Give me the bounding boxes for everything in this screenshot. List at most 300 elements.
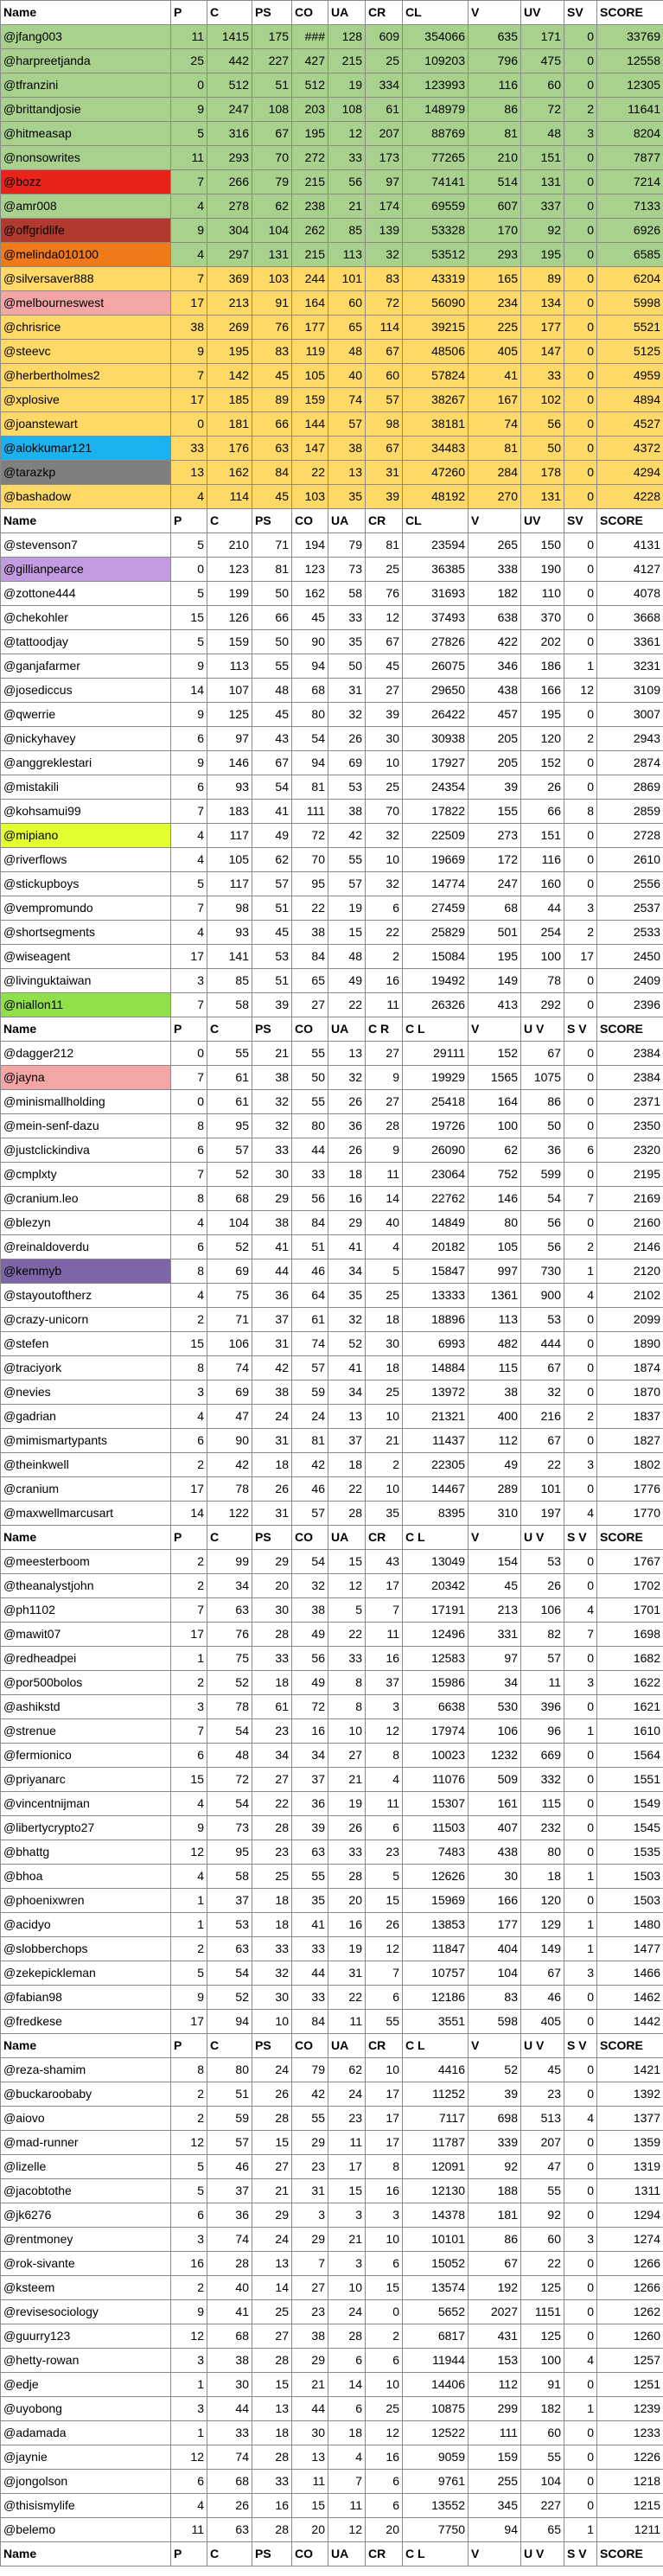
cr-cell: 11 [366,993,403,1017]
cr-cell: 76 [366,582,403,606]
c-cell: 123 [207,558,252,582]
v-cell: 205 [469,751,521,775]
name-cell: @wiseagent [1,945,171,969]
name-cell: @buckaroobaby [1,2082,171,2107]
score-cell: 11641 [597,98,663,122]
cr-cell: 30 [366,727,403,751]
ps-cell: 21 [252,2179,292,2203]
score-header: SCORE [597,2542,663,2566]
name-cell: @harpreetjanda [1,49,171,73]
p-cell: 38 [171,316,207,340]
uv-cell: 254 [521,921,564,945]
p-cell: 4 [171,1865,207,1889]
uv-cell: 100 [521,945,564,969]
co-cell: 36 [292,1792,328,1816]
c-cell: 269 [207,316,252,340]
sv-cell: 0 [564,1114,597,1138]
sv-cell: 0 [564,775,597,800]
cl-cell: 19669 [403,848,469,872]
c-cell: 122 [207,1502,252,1526]
p-cell: 9 [171,98,207,122]
sv-cell: 0 [564,2203,597,2228]
table-row [1,606,663,630]
sv-cell: 0 [564,2276,597,2300]
v-cell: 234 [469,291,521,316]
sv-cell: 0 [564,2010,597,2034]
cl-cell: 27826 [403,630,469,654]
cl-cell: 36385 [403,558,469,582]
co-cell: 70 [292,848,328,872]
v-cell: 405 [469,340,521,364]
header-row [1,1526,663,1550]
cr-cell: 8 [366,1744,403,1768]
table-row [1,1259,663,1284]
score-cell: 1503 [597,1889,663,1913]
score-cell: 2556 [597,872,663,896]
cr-cell: 25 [366,558,403,582]
cl-cell: 11437 [403,1429,469,1453]
table-row [1,1114,663,1138]
c-cell: 195 [207,340,252,364]
uv-cell: 202 [521,630,564,654]
c-cell: 37 [207,1889,252,1913]
cr-cell: 174 [366,194,403,219]
uv-cell: 134 [521,291,564,316]
ps-cell: 131 [252,243,292,267]
sv-cell: 0 [564,316,597,340]
co-cell: 80 [292,1114,328,1138]
score-cell: 3109 [597,679,663,703]
co-cell: 64 [292,1284,328,1308]
uv-cell: 56 [521,1235,564,1259]
cl-cell: 15307 [403,1792,469,1816]
ps-cell: 55 [252,654,292,679]
cr-cell: 32 [366,872,403,896]
c-cell: 37 [207,2179,252,2203]
cr-cell: 12 [366,606,403,630]
c-cell: 293 [207,146,252,170]
uv-header: U V [521,2034,564,2058]
table-row [1,73,663,98]
name-cell: @jayna [1,1066,171,1090]
c-cell: 52 [207,1163,252,1187]
p-cell: 0 [171,558,207,582]
uv-cell: 195 [521,703,564,727]
ua-cell: 24 [328,2082,366,2107]
name-cell: @amr008 [1,194,171,219]
v-cell: 407 [469,1816,521,1840]
cl-cell: 56090 [403,291,469,316]
name-cell: @revisesociology [1,2300,171,2324]
v-cell: 92 [469,2155,521,2179]
score-cell: 2450 [597,945,663,969]
p-cell: 4 [171,1405,207,1429]
cr-cell: 12 [366,2421,403,2445]
ua-cell: 15 [328,921,366,945]
v-cell: 113 [469,1308,521,1332]
cr-cell: 15 [366,2276,403,2300]
table-row [1,2397,663,2421]
p-cell: 6 [171,1138,207,1163]
p-cell: 4 [171,921,207,945]
score-cell: 3668 [597,606,663,630]
cl-cell: 12626 [403,1865,469,1889]
c-header: C [207,2034,252,2058]
v-cell: 1361 [469,1284,521,1308]
cr-cell: 37 [366,1671,403,1695]
co-cell: 427 [292,49,328,73]
cl-cell: 10757 [403,1961,469,1986]
v-cell: 177 [469,1913,521,1937]
cl-cell: 53328 [403,219,469,243]
co-cell: 42 [292,2082,328,2107]
co-cell: 159 [292,388,328,412]
ps-cell: 33 [252,2470,292,2494]
ps-cell: 23 [252,1719,292,1744]
c-cell: 113 [207,654,252,679]
v-cell: 164 [469,1090,521,1114]
v-cell: 482 [469,1332,521,1356]
score-cell: 4228 [597,485,663,509]
cl-cell: 9761 [403,2470,469,2494]
sv-cell: 0 [564,848,597,872]
cl-cell: 37493 [403,606,469,630]
score-cell: 5998 [597,291,663,316]
uv-cell: 110 [521,582,564,606]
name-cell: @alokkumar121 [1,437,171,461]
co-cell: 46 [292,1477,328,1502]
co-cell: 119 [292,340,328,364]
ua-cell: 16 [328,1913,366,1937]
name-cell: @reza-shamim [1,2058,171,2082]
v-cell: 293 [469,243,521,267]
score-cell: 3361 [597,630,663,654]
table-row [1,1865,663,1889]
sv-cell: 0 [564,388,597,412]
sv-cell: 1 [564,1913,597,1937]
table-row [1,146,663,170]
uv-cell: 66 [521,800,564,824]
ps-cell: 26 [252,1477,292,1502]
score-cell: 1802 [597,1453,663,1477]
v-cell: 752 [469,1163,521,1187]
name-cell: @jaynie [1,2445,171,2470]
ua-cell: 55 [328,848,366,872]
c-header: C [207,1526,252,1550]
cr-header: CR [366,2034,403,2058]
v-cell: 225 [469,316,521,340]
ps-cell: 62 [252,848,292,872]
ua-cell: 31 [328,1961,366,1986]
c-cell: 30 [207,2373,252,2397]
table-row [1,2300,663,2324]
table-row [1,727,663,751]
table-row [1,2107,663,2131]
co-cell: 49 [292,1671,328,1695]
uv-cell: 23 [521,2082,564,2107]
score-cell: 4131 [597,533,663,558]
p-cell: 8 [171,1259,207,1284]
sv-cell: 0 [564,1356,597,1380]
sv-cell: 0 [564,1986,597,2010]
score-cell: 2610 [597,848,663,872]
ps-cell: 13 [252,2397,292,2421]
score-cell: 2146 [597,1235,663,1259]
c-cell: 126 [207,606,252,630]
sv-cell: 0 [564,25,597,49]
c-cell: 52 [207,1986,252,2010]
name-cell: @mad-runner [1,2131,171,2155]
ua-cell: 19 [328,1792,366,1816]
sv-cell: 0 [564,1429,597,1453]
sv-cell: 0 [564,1744,597,1768]
uv-cell: 18 [521,1865,564,1889]
uv-cell: 92 [521,2203,564,2228]
cl-cell: 13972 [403,1380,469,1405]
p-cell: 7 [171,800,207,824]
cl-cell: 26075 [403,654,469,679]
uv-cell: 151 [521,146,564,170]
p-cell: 11 [171,146,207,170]
score-header: SCORE [597,1526,663,1550]
score-cell: 1294 [597,2203,663,2228]
ua-cell: 12 [328,1574,366,1598]
ps-cell: 44 [252,1259,292,1284]
ua-cell: 53 [328,775,366,800]
co-cell: 23 [292,2300,328,2324]
cr-cell: 10 [366,848,403,872]
ps-cell: 81 [252,558,292,582]
cl-cell: 3551 [403,2010,469,2034]
p-cell: 5 [171,1961,207,1986]
score-cell: 4527 [597,412,663,437]
name-header: Name [1,509,171,533]
ps-cell: 63 [252,437,292,461]
score-cell: 2160 [597,1211,663,1235]
cl-cell: 13049 [403,1550,469,1574]
table-row [1,437,663,461]
uv-cell: 50 [521,437,564,461]
name-cell: @edje [1,2373,171,2397]
v-cell: 188 [469,2179,521,2203]
name-cell: @kemmyb [1,1259,171,1284]
cr-cell: 67 [366,630,403,654]
cr-cell: 6 [366,1986,403,2010]
ua-cell: 74 [328,388,366,412]
co-cell: 203 [292,98,328,122]
ps-cell: 13 [252,2252,292,2276]
table-row [1,2494,663,2518]
cr-cell: 25 [366,49,403,73]
ua-cell: 28 [328,1865,366,1889]
cr-cell: 11 [366,1163,403,1187]
v-cell: 100 [469,1114,521,1138]
score-cell: 12305 [597,73,663,98]
cl-cell: 14406 [403,2373,469,2397]
cl-cell: 11503 [403,1816,469,1840]
c-cell: 55 [207,1042,252,1066]
ua-cell: 19 [328,896,366,921]
table-row [1,49,663,73]
table-row [1,630,663,654]
cl-cell: 77265 [403,146,469,170]
sv-cell: 1 [564,1719,597,1744]
co-cell: 144 [292,412,328,437]
uv-cell: 115 [521,1792,564,1816]
co-cell: 84 [292,1211,328,1235]
ps-cell: 10 [252,2010,292,2034]
ps-cell: 51 [252,73,292,98]
p-cell: 2 [171,1671,207,1695]
score-cell: 2384 [597,1066,663,1090]
score-cell: 1564 [597,1744,663,1768]
p-cell: 4 [171,848,207,872]
co-cell: 38 [292,921,328,945]
c-header: C [207,2542,252,2566]
uv-cell: 900 [521,1284,564,1308]
name-cell: @ph1102 [1,1598,171,1623]
cl-cell: 17974 [403,1719,469,1744]
name-cell: @thisismylife [1,2494,171,2518]
name-cell: @qwerrie [1,703,171,727]
cl-cell: 13333 [403,1284,469,1308]
ua-cell: 11 [328,2010,366,2034]
score-cell: 1622 [597,1671,663,1695]
cr-cell: 18 [366,1356,403,1380]
co-cell: 46 [292,1259,328,1284]
v-cell: 112 [469,2373,521,2397]
name-cell: @libertycrypto27 [1,1816,171,1840]
name-cell: @guurry123 [1,2324,171,2349]
v-cell: 530 [469,1695,521,1719]
ps-cell: 15 [252,2131,292,2155]
uv-cell: 396 [521,1695,564,1719]
p-cell: 8 [171,2058,207,2082]
p-cell: 4 [171,485,207,509]
c-cell: 28 [207,2252,252,2276]
c-cell: 72 [207,1768,252,1792]
score-cell: 2099 [597,1308,663,1332]
cl-cell: 48192 [403,485,469,509]
sv-header: SV [564,1,597,25]
ps-cell: 27 [252,1768,292,1792]
name-cell: @mimismartypants [1,1429,171,1453]
cl-cell: 7117 [403,2107,469,2131]
ua-cell: 32 [328,703,366,727]
cl-cell: 38267 [403,388,469,412]
ua-cell: 22 [328,993,366,1017]
uv-cell: 106 [521,1598,564,1623]
p-cell: 1 [171,1913,207,1937]
uv-cell: 186 [521,654,564,679]
table-row [1,1598,663,1623]
co-header: CO [292,2034,328,2058]
uv-cell: 195 [521,243,564,267]
v-cell: 698 [469,2107,521,2131]
cl-cell: 11847 [403,1937,469,1961]
ua-cell: 13 [328,1405,366,1429]
sv-cell: 0 [564,49,597,73]
cr-cell: 9 [366,1138,403,1163]
uv-cell: 55 [521,2179,564,2203]
v-cell: 170 [469,219,521,243]
ua-cell: 49 [328,969,366,993]
name-header: Name [1,1017,171,1042]
table-row [1,1695,663,1719]
ps-cell: 48 [252,679,292,703]
co-cell: 3 [292,2203,328,2228]
c-cell: 54 [207,1792,252,1816]
ps-cell: 18 [252,1453,292,1477]
c-cell: 54 [207,1961,252,1986]
v-cell: 1232 [469,1744,521,1768]
name-cell: @minismallholding [1,1090,171,1114]
name-header: Name [1,1526,171,1550]
name-cell: @redheadpei [1,1647,171,1671]
sv-cell: 3 [564,122,597,146]
cl-cell: 19492 [403,969,469,993]
uv-cell: 1151 [521,2300,564,2324]
v-header: V [469,2542,521,2566]
c-cell: 316 [207,122,252,146]
co-cell: 215 [292,170,328,194]
cr-cell: 6 [366,2470,403,2494]
ua-cell: 6 [328,2349,366,2373]
cr-cell: 60 [366,364,403,388]
sv-cell: 0 [564,170,597,194]
p-cell: 12 [171,2445,207,2470]
score-cell: 2396 [597,993,663,1017]
name-cell: @jongolson [1,2470,171,2494]
v-cell: 438 [469,679,521,703]
cr-cell: 25 [366,1380,403,1405]
uv-cell: 190 [521,558,564,582]
ps-cell: 29 [252,1550,292,1574]
ua-cell: 101 [328,267,366,291]
uv-cell: 147 [521,340,564,364]
cr-cell: 173 [366,146,403,170]
uv-cell: 125 [521,2276,564,2300]
name-cell: @gillianpearce [1,558,171,582]
p-cell: 4 [171,2494,207,2518]
sv-cell: 0 [564,2421,597,2445]
uv-cell: 48 [521,122,564,146]
p-cell: 9 [171,654,207,679]
uv-cell: 56 [521,412,564,437]
uv-cell: 599 [521,1163,564,1187]
p-cell: 17 [171,1623,207,1647]
co-cell: 44 [292,1961,328,1986]
v-cell: 192 [469,2276,521,2300]
co-cell: 59 [292,1380,328,1405]
table-row [1,1816,663,1840]
table-row [1,2445,663,2470]
cl-cell: 48506 [403,340,469,364]
co-cell: 56 [292,1647,328,1671]
name-cell: @tattoodjay [1,630,171,654]
score-cell: 1503 [597,1865,663,1889]
name-cell: @xplosive [1,388,171,412]
sv-cell: 0 [564,1211,597,1235]
v-cell: 146 [469,1187,521,1211]
uv-cell: 60 [521,73,564,98]
sv-cell: 0 [564,146,597,170]
sv-cell: 0 [564,2470,597,2494]
c-cell: 176 [207,437,252,461]
uv-cell: 405 [521,2010,564,2034]
uv-cell: 166 [521,679,564,703]
score-cell: 4894 [597,388,663,412]
